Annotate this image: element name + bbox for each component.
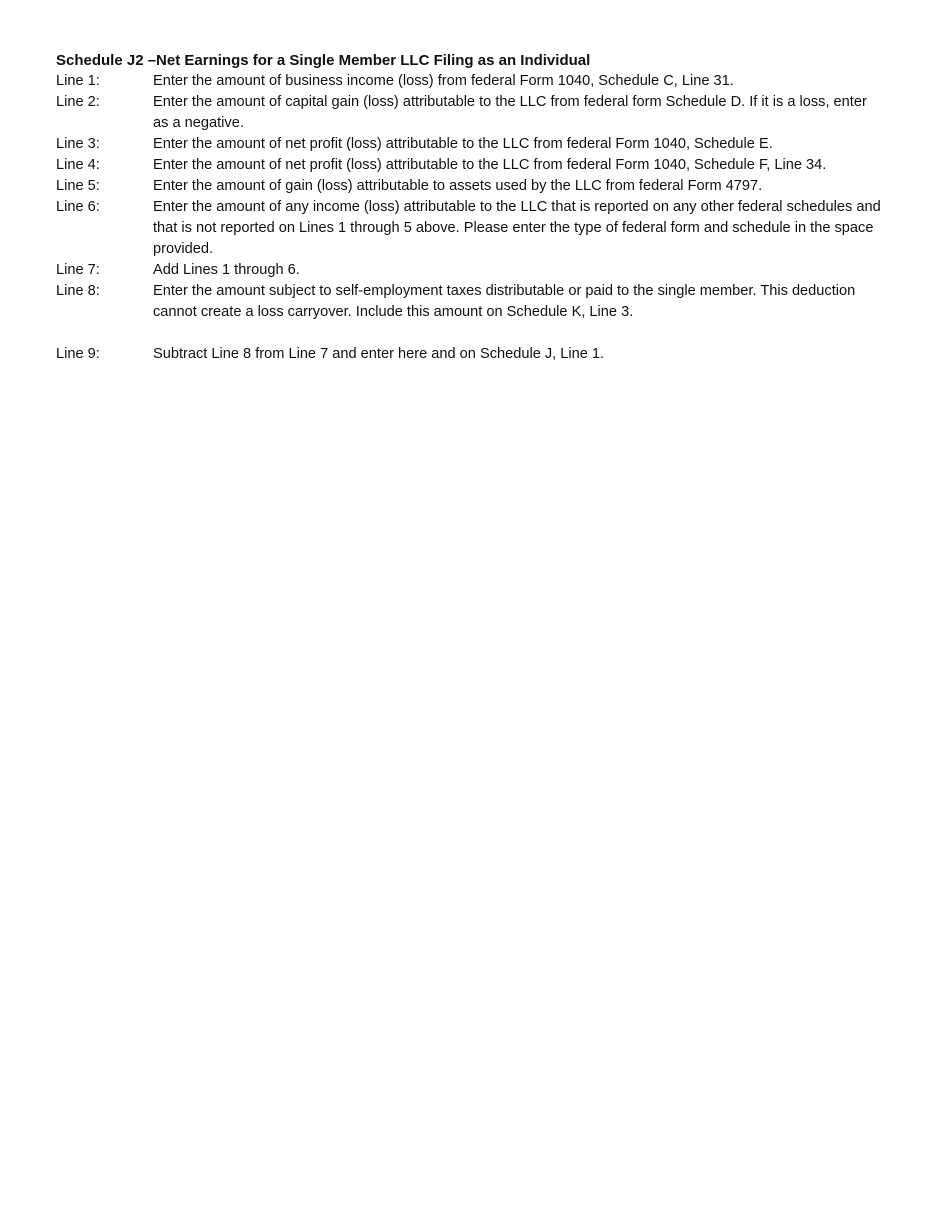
line-label: Line 4:: [56, 157, 100, 173]
line-instruction: Enter the amount of any income (loss) attributable to the LLC that is reported on any other federal schedules and that is not reported on Lines 1 through 5 above. Please enter the type of federal form and schedule in the space provided.: [153, 199, 881, 257]
line-label: Line 7:: [56, 262, 100, 278]
line-instruction: Subtract Line 8 from Line 7 and enter here and on Schedule J, Line 1.: [153, 346, 605, 362]
instruction-line-7: [56, 260, 886, 281]
page-title: Schedule J2 –Net Earnings for a Single Member LLC Filing as an Individual: [56, 52, 591, 69]
line-instruction: Enter the amount of gain (loss) attributable to assets used by the LLC from federal Form 4797.: [153, 178, 763, 194]
instruction-line-2: [56, 92, 886, 134]
instruction-line-8: [56, 281, 886, 323]
line-instruction: Enter the amount of net profit (loss) attributable to the LLC from federal Form 1040, Schedule E.: [153, 136, 773, 152]
instruction-line-6: [56, 197, 886, 260]
line-label: Line 5:: [56, 178, 100, 194]
instruction-line-5: [56, 176, 886, 197]
line-instruction: Enter the amount of capital gain (loss) attributable to the LLC from federal form Schedule D. If it is a loss, enter as a negative.: [153, 94, 867, 131]
line-instruction: Enter the amount subject to self-employment taxes distributable or paid to the single member. This deduction cannot create a loss carryover. Include this amount on Schedule K, Line 3.: [153, 283, 856, 320]
instruction-line-4: [56, 155, 886, 176]
line-label: Line 9:: [56, 346, 100, 362]
line-label: Line 3:: [56, 136, 100, 152]
instruction-line-1: [56, 71, 886, 92]
instruction-line-9: [56, 344, 886, 365]
document-page: [56, 50, 886, 365]
line-instruction: Add Lines 1 through 6.: [153, 262, 300, 278]
instruction-line-3: [56, 134, 886, 155]
spacer: [56, 323, 886, 344]
line-label: Line 8:: [56, 283, 100, 299]
line-label: Line 2:: [56, 94, 100, 110]
line-instruction: Enter the amount of business income (loss) from federal Form 1040, Schedule C, Line 31.: [153, 73, 734, 89]
line-label: Line 6:: [56, 199, 100, 215]
line-instruction: Enter the amount of net profit (loss) attributable to the LLC from federal Form 1040, Schedule F, Line 34.: [153, 157, 827, 173]
line-label: Line 1:: [56, 73, 100, 89]
